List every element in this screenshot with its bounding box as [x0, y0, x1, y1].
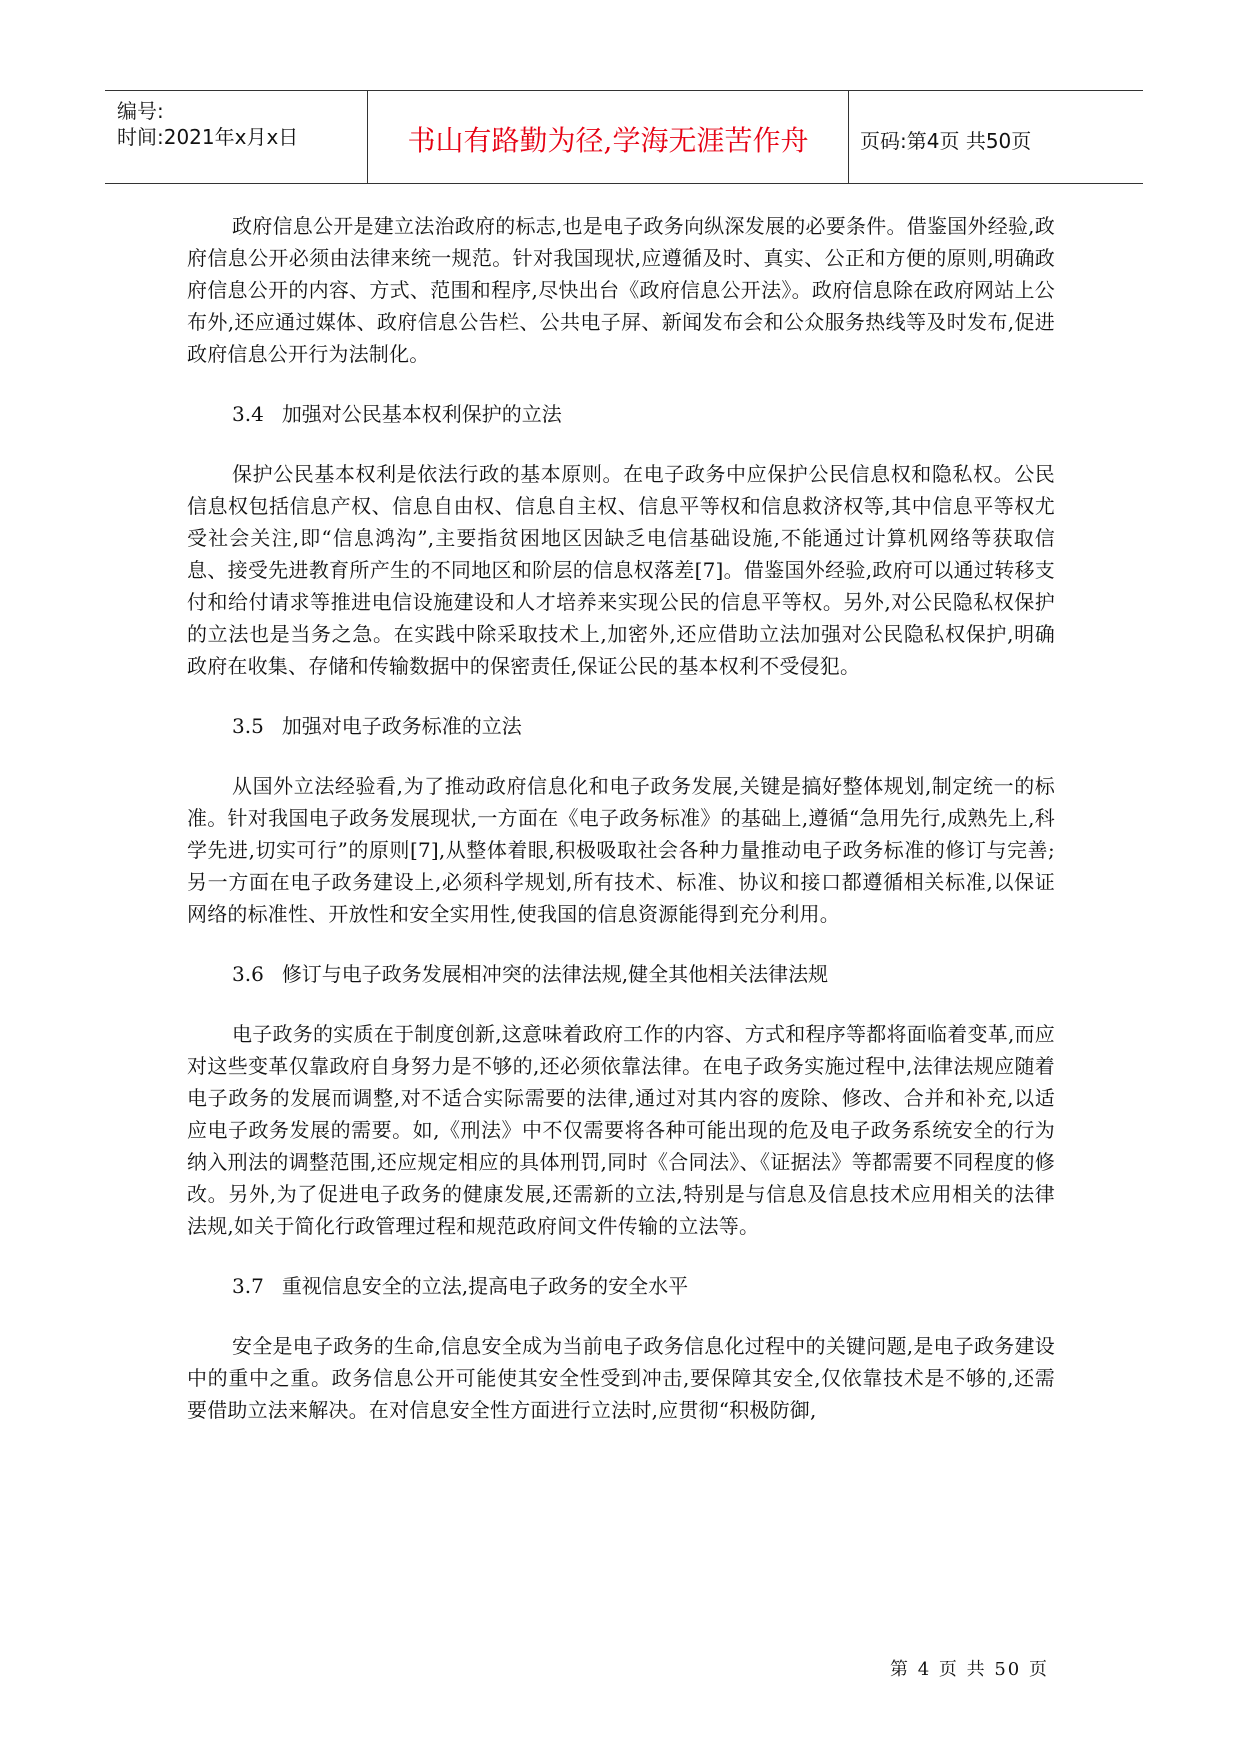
section-title: 加强对电子政务标准的立法: [281, 714, 522, 738]
paragraph: 政府信息公开是建立法治政府的标志,也是电子政务向纵深发展的必要条件。借鉴国外经验,政府信息公开必须由法律来统一规范。针对我国现状,应遵循及时、真实、公正和方便的原则,明确政府信息公开的内容、方式、范围和程序,尽快出台《政府信息公开法》。政府信息除在政府网站上公布外,还应通过媒体、政府信息公告栏、公共电子屏、新闻发布会和公众服务热线等及时发布,促进政府信息公开行为法制化。: [187, 214, 1055, 366]
paragraph: 保护公民基本权利是依法行政的基本原则。在电子政务中应保护公民信息权和隐私权。公民信息权包括信息产权、信息自由权、信息自主权、信息平等权和信息救济权等,其中信息平等权尤受社会关注,即“信息鸿沟”,主要指贫困地区因缺乏电信基础设施,不能通过计算机网络等获取信息、接受先进教育所产生的不同地区和阶层的信息权落差[7]。借鉴国外经验,政府可以通过转移支付和给付请求等推进电信设施建设和人才培养来实现公民的信息平等权。另外,对公民隐私权保护的立法也是当务之急。在实践中除采取技术上,加密外,还应借助立法加强对公民隐私权保护,明确政府在收集、存储和传输数据中的保密责任,保证公民的基本权利不受侵犯。: [187, 462, 1055, 678]
section-title: 修订与电子政务发展相冲突的法律法规,健全其他相关法律法规: [281, 962, 829, 986]
header-left-cell: [105, 91, 367, 183]
section-heading-3-7: [232, 1270, 1055, 1302]
page-footer: 第 4 页 共 50 页: [890, 1659, 1049, 1680]
document-body: [187, 210, 1055, 1454]
paragraph: 安全是电子政务的生命,信息安全成为当前电子政务信息化过程中的关键问题,是电子政务建设中的重中之重。政务信息公开可能使其安全性受到冲击,要保障其安全,仅依靠技术是不够的,还需要借助立法来解决。在对信息安全性方面进行立法时,应贯彻“积极防御,: [187, 1334, 1055, 1422]
section-heading-3-6: [232, 958, 1055, 990]
document-number-label: 编号:: [117, 99, 164, 123]
header-motto: 书山有路勤为径,学海无涯苦作舟: [407, 124, 809, 157]
page-header: [105, 90, 1143, 184]
document-time-label: 时间:2021年x月x日: [117, 125, 299, 149]
section-number: 3.7: [232, 1274, 264, 1298]
header-middle-cell: [367, 91, 849, 183]
paragraph: 电子政务的实质在于制度创新,这意味着政府工作的内容、方式和程序等都将面临着变革,而应对这些变革仅靠政府自身努力是不够的,还必须依靠法律。在电子政务实施过程中,法律法规应随着电子政务的发展而调整,对不适合实际需要的法律,通过对其内容的废除、修改、合并和补充,以适应电子政务发展的需要。如,《刑法》中不仅需要将各种可能出现的危及电子政务系统安全的行为纳入刑法的调整范围,还应规定相应的具体刑罚,同时《合同法》、《证据法》等都需要不同程度的修改。另外,为了促进电子政务的健康发展,还需新的立法,特别是与信息及信息技术应用相关的法律法规,如关于简化行政管理过程和规范政府间文件传输的立法等。: [187, 1022, 1055, 1238]
section-title: 加强对公民基本权利保护的立法: [281, 402, 562, 426]
header-page-number: 页码:第4页 共50页: [860, 129, 1032, 153]
section-number: 3.6: [232, 962, 264, 986]
section-title: 重视信息安全的立法,提高电子政务的安全水平: [281, 1274, 689, 1298]
section-number: 3.4: [232, 402, 264, 426]
section-heading-3-4: [232, 398, 1055, 430]
section-heading-3-5: [232, 710, 1055, 742]
paragraph: 从国外立法经验看,为了推动政府信息化和电子政务发展,关键是搞好整体规划,制定统一的标准。针对我国电子政务发展现状,一方面在《电子政务标准》的基础上,遵循“急用先行,成熟先上,科学先进,切实可行”的原则[7],从整体着眼,积极吸取社会各种力量推动电子政务标准的修订与完善;另一方面在电子政务建设上,必须科学规划,所有技术、标准、协议和接口都遵循相关标准,以保证网络的标准性、开放性和安全实用性,使我国的信息资源能得到充分利用。: [187, 774, 1055, 926]
header-right-cell: [848, 91, 1143, 183]
section-number: 3.5: [232, 714, 264, 738]
